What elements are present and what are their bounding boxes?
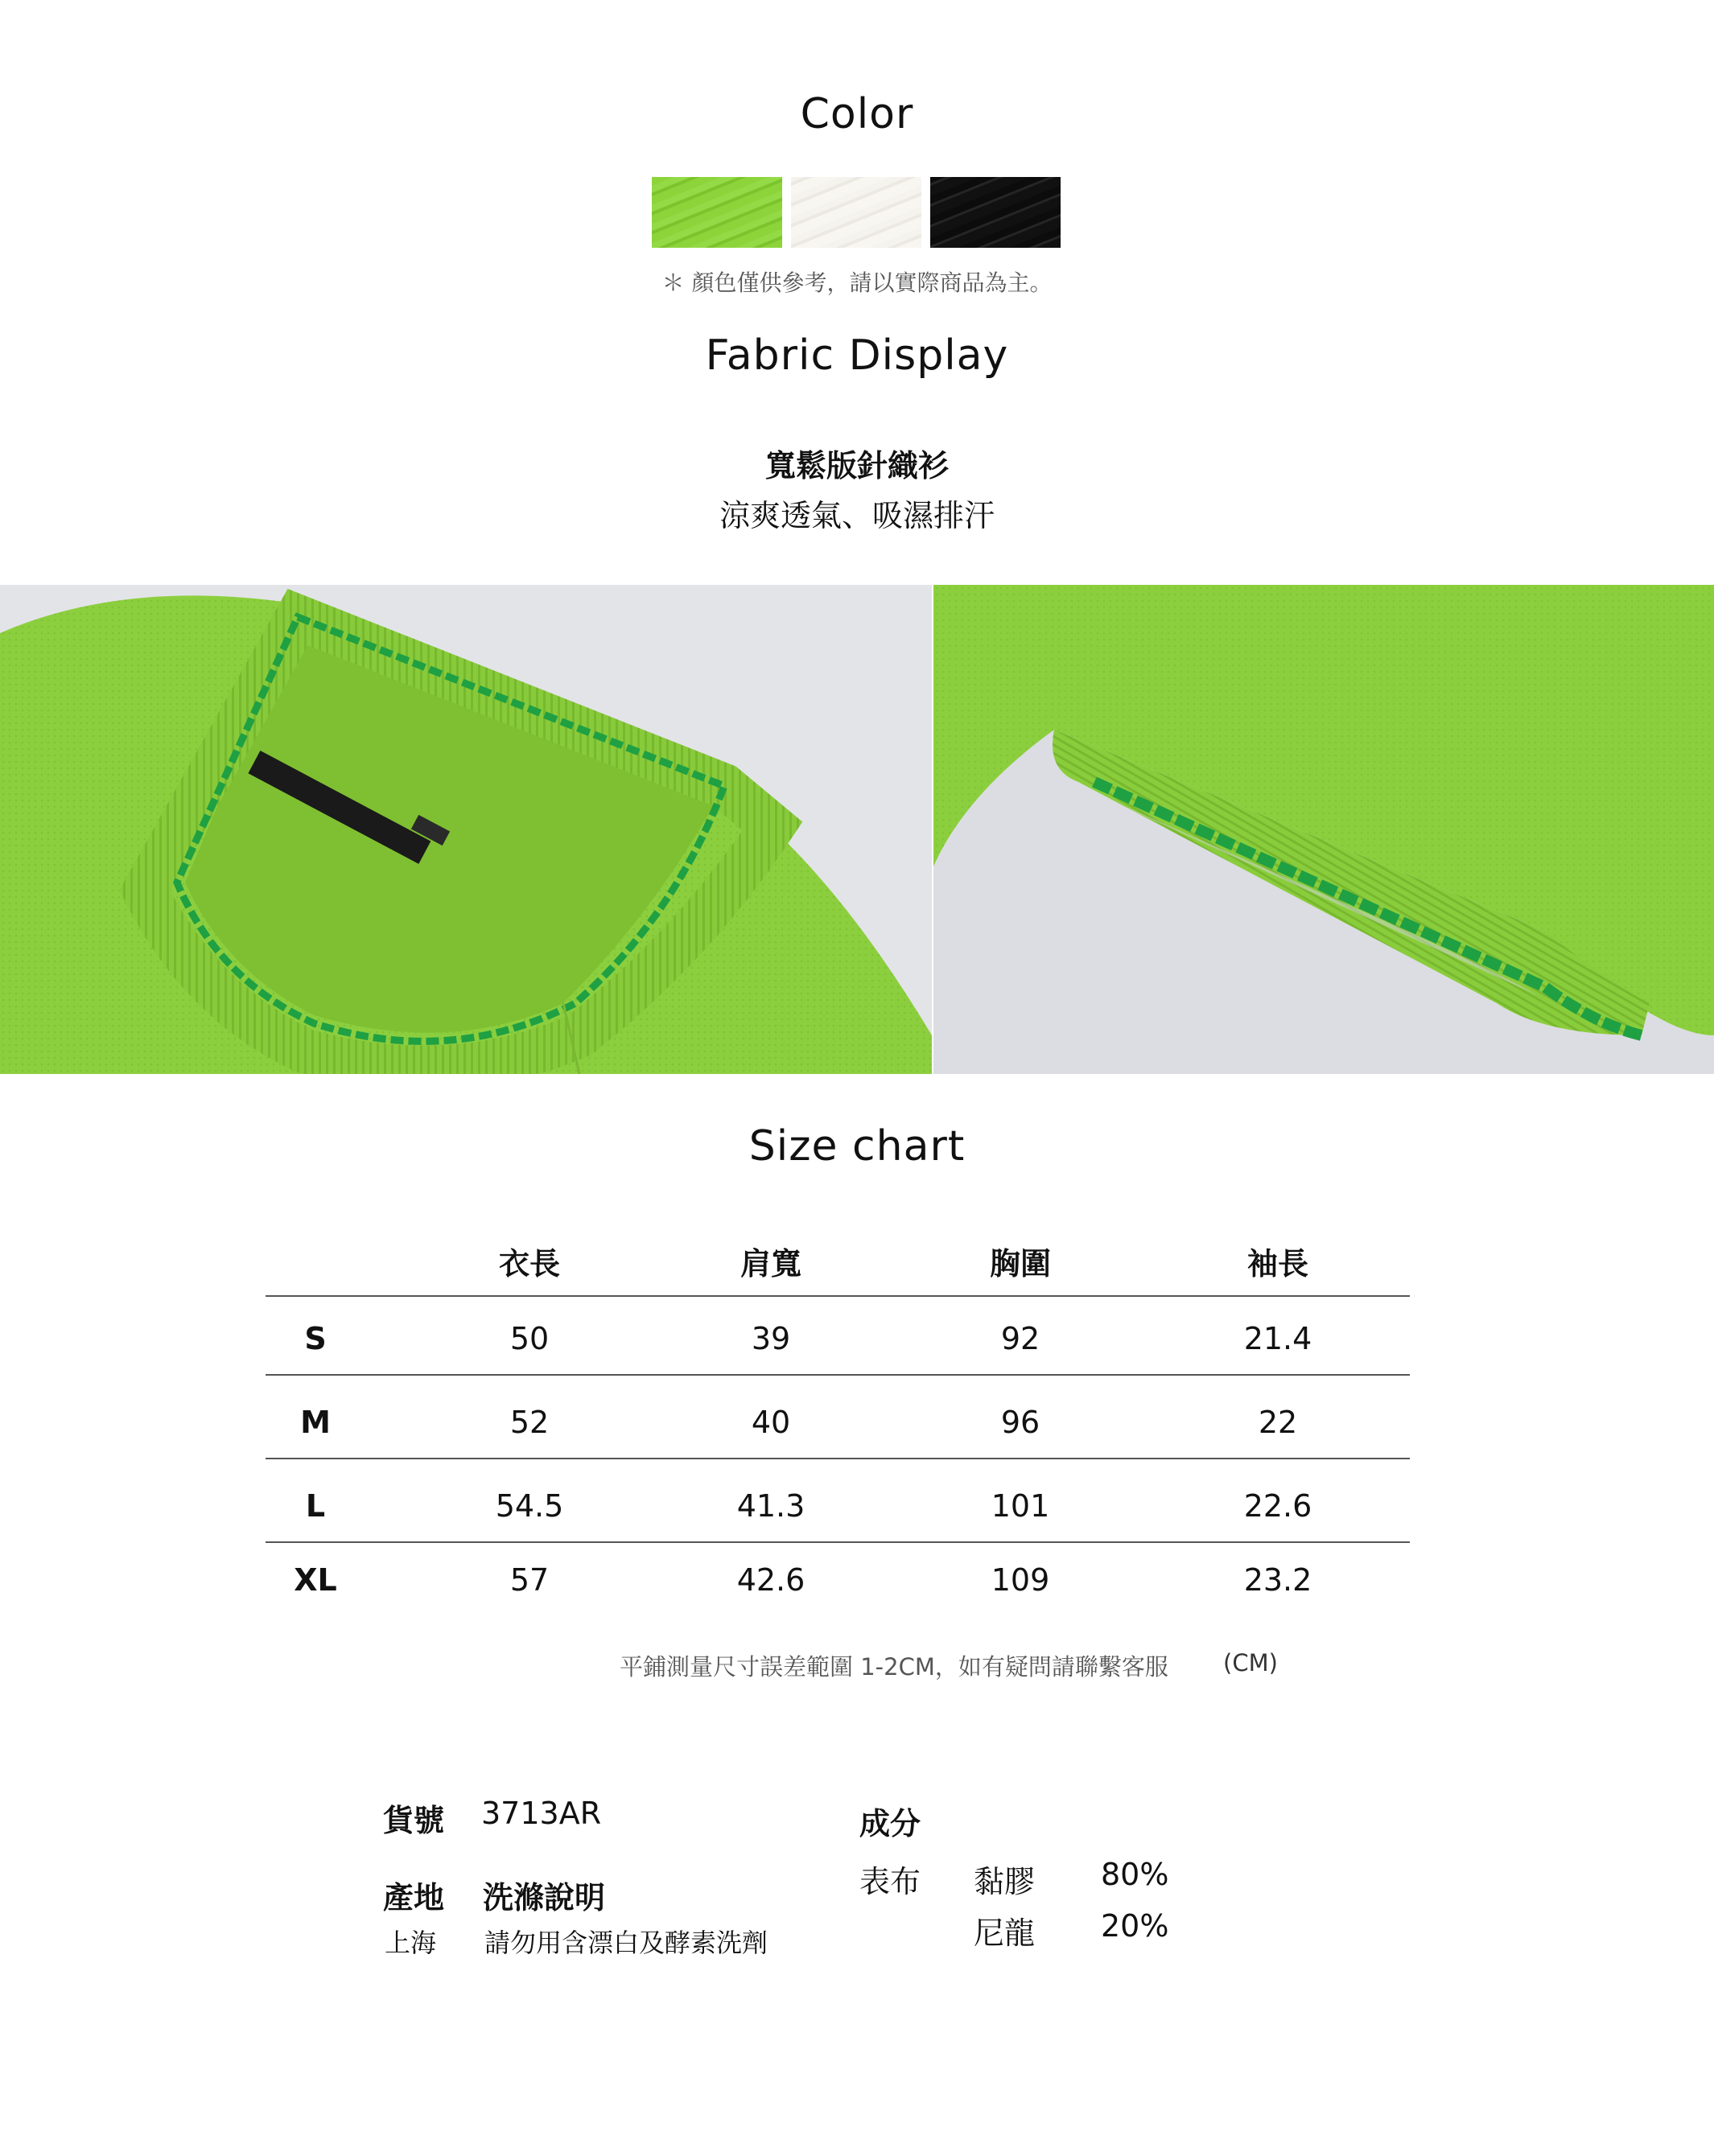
sleeve-photo xyxy=(933,585,1714,1074)
header-shoulder: 肩寬 xyxy=(740,1246,801,1282)
header-length: 衣長 xyxy=(498,1246,560,1282)
cell-chest: 101 xyxy=(991,1488,1050,1524)
header-sleeve: 袖長 xyxy=(1246,1246,1308,1282)
item-no-value: 3713AR xyxy=(481,1796,602,1831)
table-row xyxy=(266,1297,1410,1380)
neckline-photo xyxy=(0,585,932,1074)
care-label: 洗滌說明 xyxy=(483,1880,606,1915)
size-label: XL xyxy=(294,1562,337,1598)
cell-sleeve: 21.4 xyxy=(1243,1321,1312,1356)
table-divider xyxy=(266,1374,1410,1376)
cell-sleeve: 23.2 xyxy=(1243,1562,1312,1598)
sleeve-illustration xyxy=(933,585,1714,1074)
color-swatch-black[interactable] xyxy=(930,177,1061,248)
material-name: 黏膠 xyxy=(974,1864,1036,1899)
size-label: L xyxy=(305,1488,326,1524)
cell-shoulder: 39 xyxy=(751,1321,791,1356)
origin-label: 產地 xyxy=(383,1880,445,1915)
cell-length: 50 xyxy=(509,1321,550,1356)
material-percent: 20% xyxy=(1101,1908,1169,1944)
color-title: Color xyxy=(800,90,914,138)
material-percent: 80% xyxy=(1101,1857,1169,1892)
color-note: ＊ 顏色僅供參考，請以實際商品為主。 xyxy=(661,270,1053,296)
header-chest: 胸圍 xyxy=(989,1246,1051,1282)
size-label: M xyxy=(300,1405,331,1440)
cell-sleeve: 22.6 xyxy=(1243,1488,1312,1524)
cell-length: 57 xyxy=(509,1562,550,1598)
unit-label: (CM) xyxy=(1223,1649,1278,1677)
cell-shoulder: 41.3 xyxy=(736,1488,805,1524)
composition-label: 成分 xyxy=(859,1806,921,1841)
table-divider xyxy=(266,1458,1410,1459)
table-row xyxy=(266,1464,1410,1548)
cell-length: 54.5 xyxy=(495,1488,564,1524)
cell-chest: 109 xyxy=(991,1562,1050,1598)
origin-value: 上海 xyxy=(385,1928,437,1958)
cell-chest: 92 xyxy=(1000,1321,1040,1356)
table-row xyxy=(266,1538,1410,1622)
measurement-note: 平鋪測量尺寸誤差範圍 1-2CM，如有疑問請聯繫客服 xyxy=(620,1653,1168,1681)
material-name: 尼龍 xyxy=(974,1915,1036,1951)
fabric-description: 涼爽透氣、吸濕排汗 xyxy=(719,498,995,533)
cell-shoulder: 42.6 xyxy=(736,1562,805,1598)
size-chart-title: Size chart xyxy=(748,1122,966,1171)
color-swatch-green[interactable] xyxy=(652,177,782,248)
cell-sleeve: 22 xyxy=(1258,1405,1298,1440)
color-swatch-white[interactable] xyxy=(791,177,921,248)
item-no-label: 貨號 xyxy=(383,1803,445,1838)
care-value: 請勿用含漂白及酵素洗劑 xyxy=(484,1928,768,1958)
outer-fabric-label: 表布 xyxy=(859,1864,921,1899)
neckline-illustration xyxy=(0,585,932,1074)
cell-chest: 96 xyxy=(1000,1405,1040,1440)
size-table-header xyxy=(266,1215,1410,1295)
fabric-subtitle: 寬鬆版針織衫 xyxy=(764,448,949,483)
fabric-title: Fabric Display xyxy=(705,331,1009,380)
size-label: S xyxy=(304,1321,327,1356)
cell-length: 52 xyxy=(509,1405,550,1440)
cell-shoulder: 40 xyxy=(751,1405,791,1440)
table-row xyxy=(266,1380,1410,1464)
